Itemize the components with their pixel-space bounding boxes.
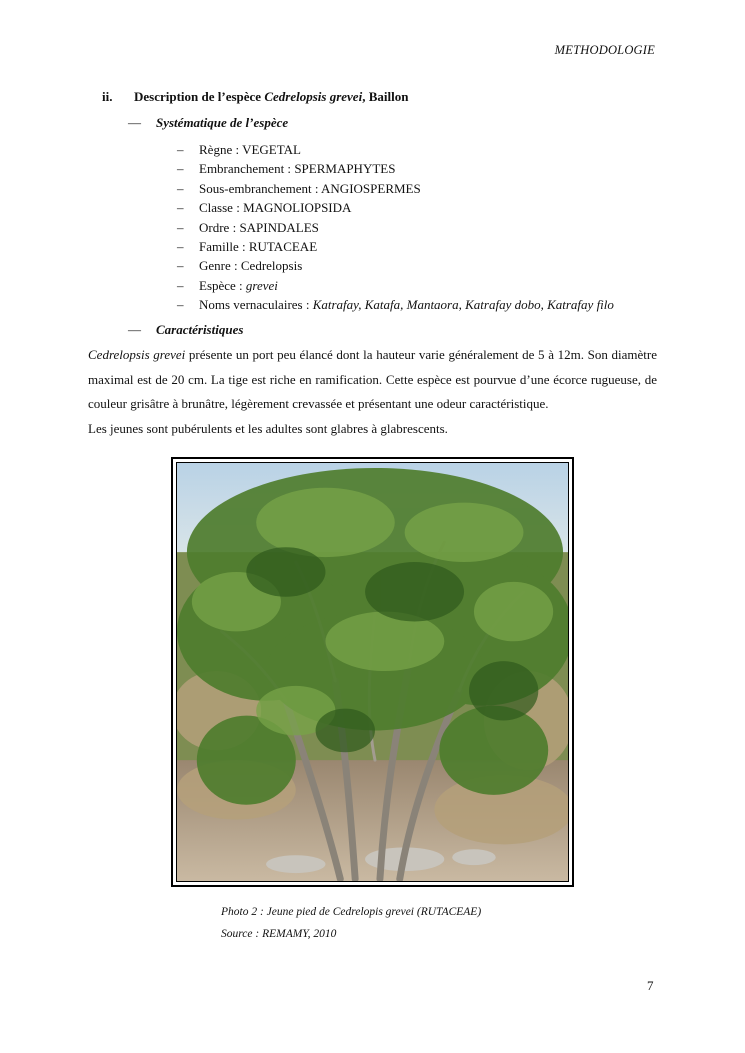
item-value: SAPINDALES <box>239 219 319 235</box>
tree-photo <box>176 462 569 882</box>
running-header: METHODOLOGIE <box>554 43 655 57</box>
photo-source: Source : REMAMY, 2010 <box>221 928 337 940</box>
section-title-suffix: , Baillon <box>362 89 409 104</box>
tree-photo-image <box>177 463 568 881</box>
list-bullet: – <box>177 238 184 254</box>
item-label: Classe : <box>199 200 244 216</box>
item-label: Règne : <box>199 142 243 157</box>
item-label: Sous-embranchement : <box>199 180 322 196</box>
photo-frame <box>171 457 574 887</box>
section-number: ii. <box>102 89 113 104</box>
paragraph-species: Cedrelopsis grevei <box>88 347 186 362</box>
systematique-item <box>177 198 614 217</box>
item-label: Noms vernaculaires : <box>199 297 313 313</box>
description-paragraph <box>88 343 657 441</box>
section-title-prefix: Description de l’espèce <box>134 89 265 104</box>
list-bullet: – <box>177 219 184 235</box>
item-value: MAGNOLIOPSIDA <box>243 200 352 216</box>
list-bullet: – <box>177 277 184 293</box>
list-bullet: – <box>177 161 184 177</box>
systematique-item <box>177 159 614 178</box>
systematique-item <box>177 237 614 256</box>
page-number: 7 <box>647 978 654 993</box>
systematique-item <box>177 276 614 295</box>
list-bullet: – <box>177 297 184 313</box>
systematique-item <box>177 256 614 275</box>
caracteristiques-heading: — Caractéristiques <box>128 322 244 337</box>
item-label: Embranchement : <box>199 161 295 177</box>
list-bullet: – <box>177 142 184 157</box>
item-value-italic: Katrafay, Katafa, Mantaora, Katrafay dobo, Katrafay filo <box>312 297 614 313</box>
paragraph-body: présente un port peu élancé dont la hauteur varie généralement de 5 à 12m. Son diamètre maximal est de 20 cm. La tige est riche en ramification. Cette espèce est pourvue d’une écorce rugueuse, de couleur grisâtre à brunâtre, légèrement crevassée et présentant une odeur caractéristique. <box>88 347 657 412</box>
paragraph-last-line: Les jeunes sont pubérulents et les adultes sont glabres à glabrescents. <box>88 420 448 436</box>
photo-caption: Photo 2 : Jeune pied de Cedrelopis grevei (RUTACEAE) <box>221 906 482 918</box>
item-label: Genre : <box>199 258 241 274</box>
systematique-item <box>177 179 614 198</box>
section-title-species: Cedrelopsis grevei <box>264 89 363 104</box>
systematique-item <box>177 218 614 237</box>
item-value: RUTACEAE <box>248 238 318 254</box>
item-label: Espèce : <box>199 277 246 293</box>
systematique-heading: — Systématique de l’espèce <box>128 115 289 130</box>
item-value: ANGIOSPERMES <box>321 180 421 196</box>
list-bullet: – <box>177 258 184 274</box>
list-bullet: – <box>177 180 184 196</box>
systematique-list <box>177 140 614 315</box>
item-value: SPERMAPHYTES <box>294 161 396 177</box>
item-value: Cedrelopsis <box>240 258 303 274</box>
item-label: Ordre : <box>199 219 240 235</box>
item-value: VEGETAL <box>242 142 301 157</box>
item-value-italic: grevei <box>245 277 278 293</box>
item-label: Famille : <box>199 238 249 254</box>
systematique-item <box>177 295 614 314</box>
section-heading <box>102 89 408 105</box>
systematique-item <box>177 140 614 159</box>
list-bullet: – <box>177 200 184 216</box>
